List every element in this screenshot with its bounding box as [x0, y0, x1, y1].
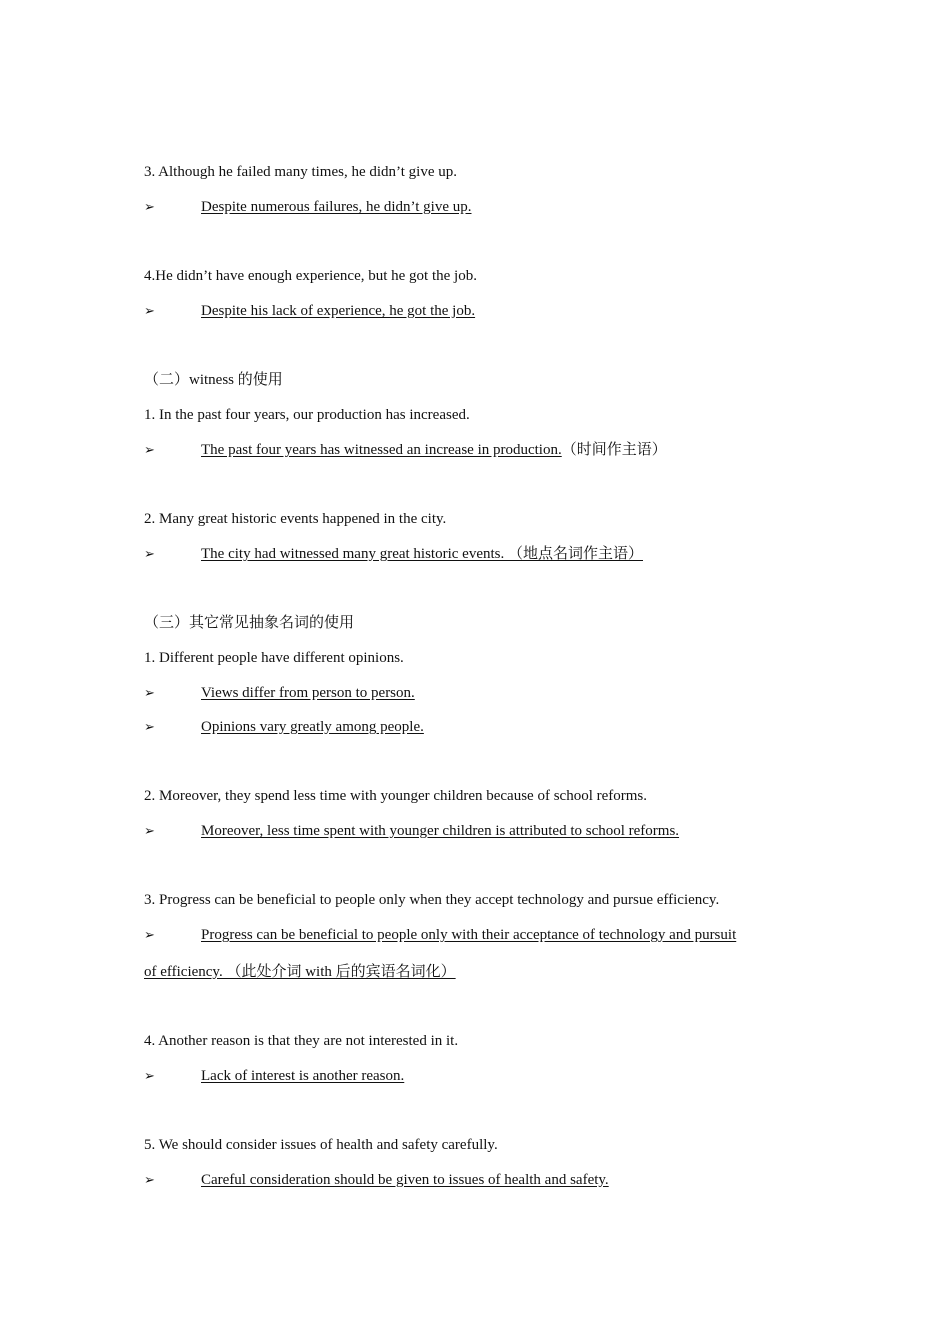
- question-abstract-1: 1. Different people have different opinions.: [144, 650, 404, 666]
- question-witness-2: 2. Many great historic events happened in the city.: [144, 511, 447, 527]
- answer-witness-2: [144, 544, 643, 565]
- answer-text: Views differ from person to person.: [201, 685, 415, 701]
- answer-4a: [144, 301, 475, 322]
- question-abstract-3: 3. Progress can be beneficial to people only when they accept technology and pursue efficiency.: [144, 892, 720, 908]
- answer-abstract-5: [144, 1170, 609, 1191]
- question-abstract-2: 2. Moreover, they spend less time with younger children because of school reforms.: [144, 788, 648, 804]
- arrow-bullet-icon: ➢: [144, 200, 155, 215]
- answer-abstract-4: [144, 1066, 404, 1087]
- answer-abstract-3-line2: [144, 962, 456, 982]
- arrow-bullet-icon: ➢: [144, 720, 155, 735]
- answer-abstract-2: [144, 821, 679, 842]
- section-heading-abstract-nouns: （三）其它常见抽象名词的使用: [144, 615, 355, 631]
- answer-text: Progress can be beneficial to people only with their acceptance of technology and pursuit: [201, 927, 737, 943]
- answer-text: Moreover, less time spent with younger children is attributed to school reforms.: [201, 823, 680, 839]
- arrow-bullet-icon: ➢: [144, 686, 155, 701]
- answer-note: （时间作主语）: [561, 442, 667, 458]
- answer-text: The city had witnessed many great historic events. （地点名词作主语）: [201, 546, 643, 562]
- arrow-bullet-icon: ➢: [144, 928, 155, 943]
- arrow-bullet-icon: ➢: [144, 1173, 155, 1188]
- answer-witness-1: [144, 440, 667, 461]
- answer-text: Despite his lack of experience, he got the job.: [201, 303, 476, 319]
- question-abstract-5: 5. We should consider issues of health and safety carefully.: [144, 1137, 498, 1153]
- answer-abstract-1a: [144, 683, 415, 704]
- question-witness-1: 1. In the past four years, our production has increased.: [144, 407, 470, 423]
- arrow-bullet-icon: ➢: [144, 1069, 155, 1084]
- question-4a: 4.He didn’t have enough experience, but he got the job.: [144, 268, 477, 284]
- question-3a: 3. Although he failed many times, he didn’t give up.: [144, 164, 458, 180]
- answer-text: Lack of interest is another reason.: [201, 1068, 405, 1084]
- answer-3a: [144, 197, 472, 218]
- answer-abstract-3-line1: [144, 925, 736, 946]
- arrow-bullet-icon: ➢: [144, 304, 155, 319]
- answer-text: Despite numerous failures, he didn’t give up.: [201, 199, 472, 215]
- arrow-bullet-icon: ➢: [144, 547, 155, 562]
- section-heading-witness: （二）witness 的使用: [144, 372, 283, 388]
- arrow-bullet-icon: ➢: [144, 443, 155, 458]
- answer-text: The past four years has witnessed an increase in production.: [201, 442, 562, 458]
- answer-abstract-1b: [144, 717, 424, 738]
- question-abstract-4: 4. Another reason is that they are not interested in it.: [144, 1033, 459, 1049]
- answer-text: of efficiency. （此处介词 with 后的宾语名词化）: [144, 964, 456, 980]
- arrow-bullet-icon: ➢: [144, 824, 155, 839]
- answer-text: Careful consideration should be given to issues of health and safety.: [201, 1172, 609, 1188]
- answer-text: Opinions vary greatly among people.: [201, 719, 424, 735]
